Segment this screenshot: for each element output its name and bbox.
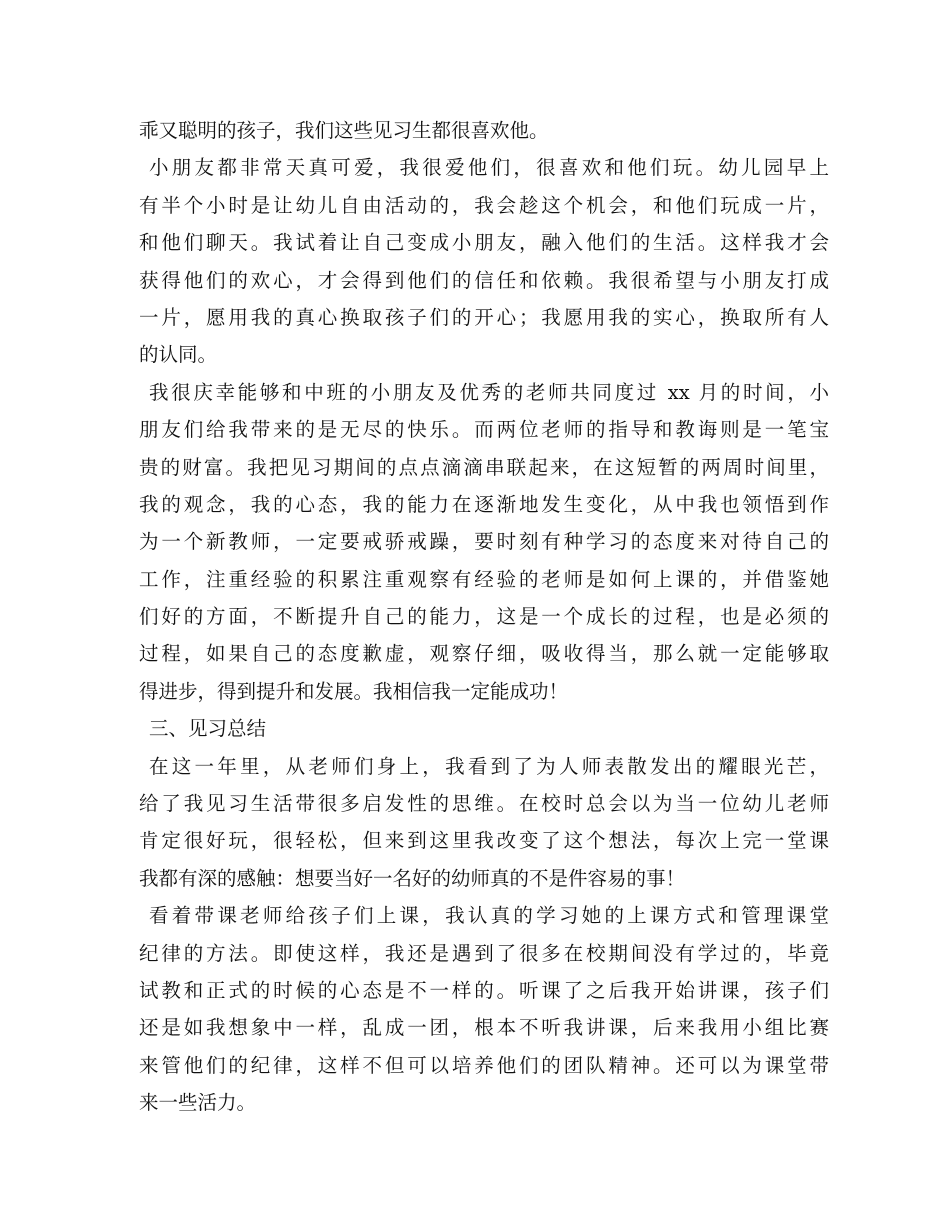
text-line: 得进步，得到提升和发展。我相信我一定能成功！ [139,679,569,703]
text-line: 的认同。 [139,343,218,367]
text-line: 朋友们给我带来的是无尽的快乐。而两位老师的指导和教诲则是一笔宝 [139,418,829,442]
text-line: 们好的方面，不断提升自己的能力，这是一个成长的过程，也是必须的 [139,605,829,629]
text-line: 获得他们的欢心，才会得到他们的信任和依赖。我很希望与小朋友打成 [139,268,829,292]
text-line: 贵的财富。我把见习期间的点点滴滴串联起来，在这短暂的两周时间里， [139,455,829,479]
text-line: 来管他们的纪律，这样不但可以培养他们的团队精神。还可以为课堂带 [139,1053,829,1077]
text-line: 纪律的方法。即使这样，我还是遇到了很多在校期间没有学过的，毕竟 [139,941,829,965]
text-line: 为一个新教师，一定要戒骄戒躁，要时刻有种学习的态度来对待自己的 [139,530,829,554]
text-line: 还是如我想象中一样，乱成一团，根本不听我讲课，后来我用小组比赛 [139,1016,829,1040]
text-line: 肯定很好玩，很轻松，但来到这里我改变了这个想法，每次上完一堂课 [139,829,829,853]
text-line: 小朋友都非常天真可爱，我很爱他们，很喜欢和他们玩。幼儿园早上 [149,156,829,180]
text-line: 在这一年里，从老师们身上，我看到了为人师表散发出的耀眼光芒， [149,754,829,778]
text-line: 过程，如果自己的态度歉虚，观察仔细，吸收得当，那么就一定能够取 [139,642,829,666]
text-line: 我的观念，我的心态，我的能力在逐渐地发生变化，从中我也领悟到作 [139,492,829,516]
text-line: 乖又聪明的孩子，我们这些见习生都很喜欢他。 [139,119,549,142]
text-line: 试教和正式的时候的心态是不一样的。听课了之后我开始讲课，孩子们 [139,978,829,1002]
text-line: 有半个小时是让幼儿自由活动的，我会趁这个机会，和他们玩成一片， [139,193,829,217]
text-line: 我都有深的感触：想要当好一名好的幼师真的不是件容易的事！ [139,866,686,890]
text-line: 给了我见习生活带很多启发性的思维。在校时总会以为当一位幼儿老师 [139,792,829,816]
text-line: 看着带课老师给孩子们上课，我认真的学习她的上课方式和管理课堂 [149,904,829,928]
document-body [139,112,829,1122]
section-heading: 三、见习总结 [149,717,267,741]
text-line: 来一些活力。 [139,1091,257,1115]
text-line: 工作，注重经验的积累注重观察有经验的老师是如何上课的，并借鉴她 [139,567,829,591]
text-line: 一片，愿用我的真心换取孩子们的开心；我愿用我的实心，换取所有人 [139,305,829,329]
text-line: 我很庆幸能够和中班的小朋友及优秀的老师共同度过 xx 月的时间，小 [149,380,829,404]
text-line: 和他们聊天。我试着让自己变成小朋友，融入他们的生活。这样我才会 [139,231,829,255]
